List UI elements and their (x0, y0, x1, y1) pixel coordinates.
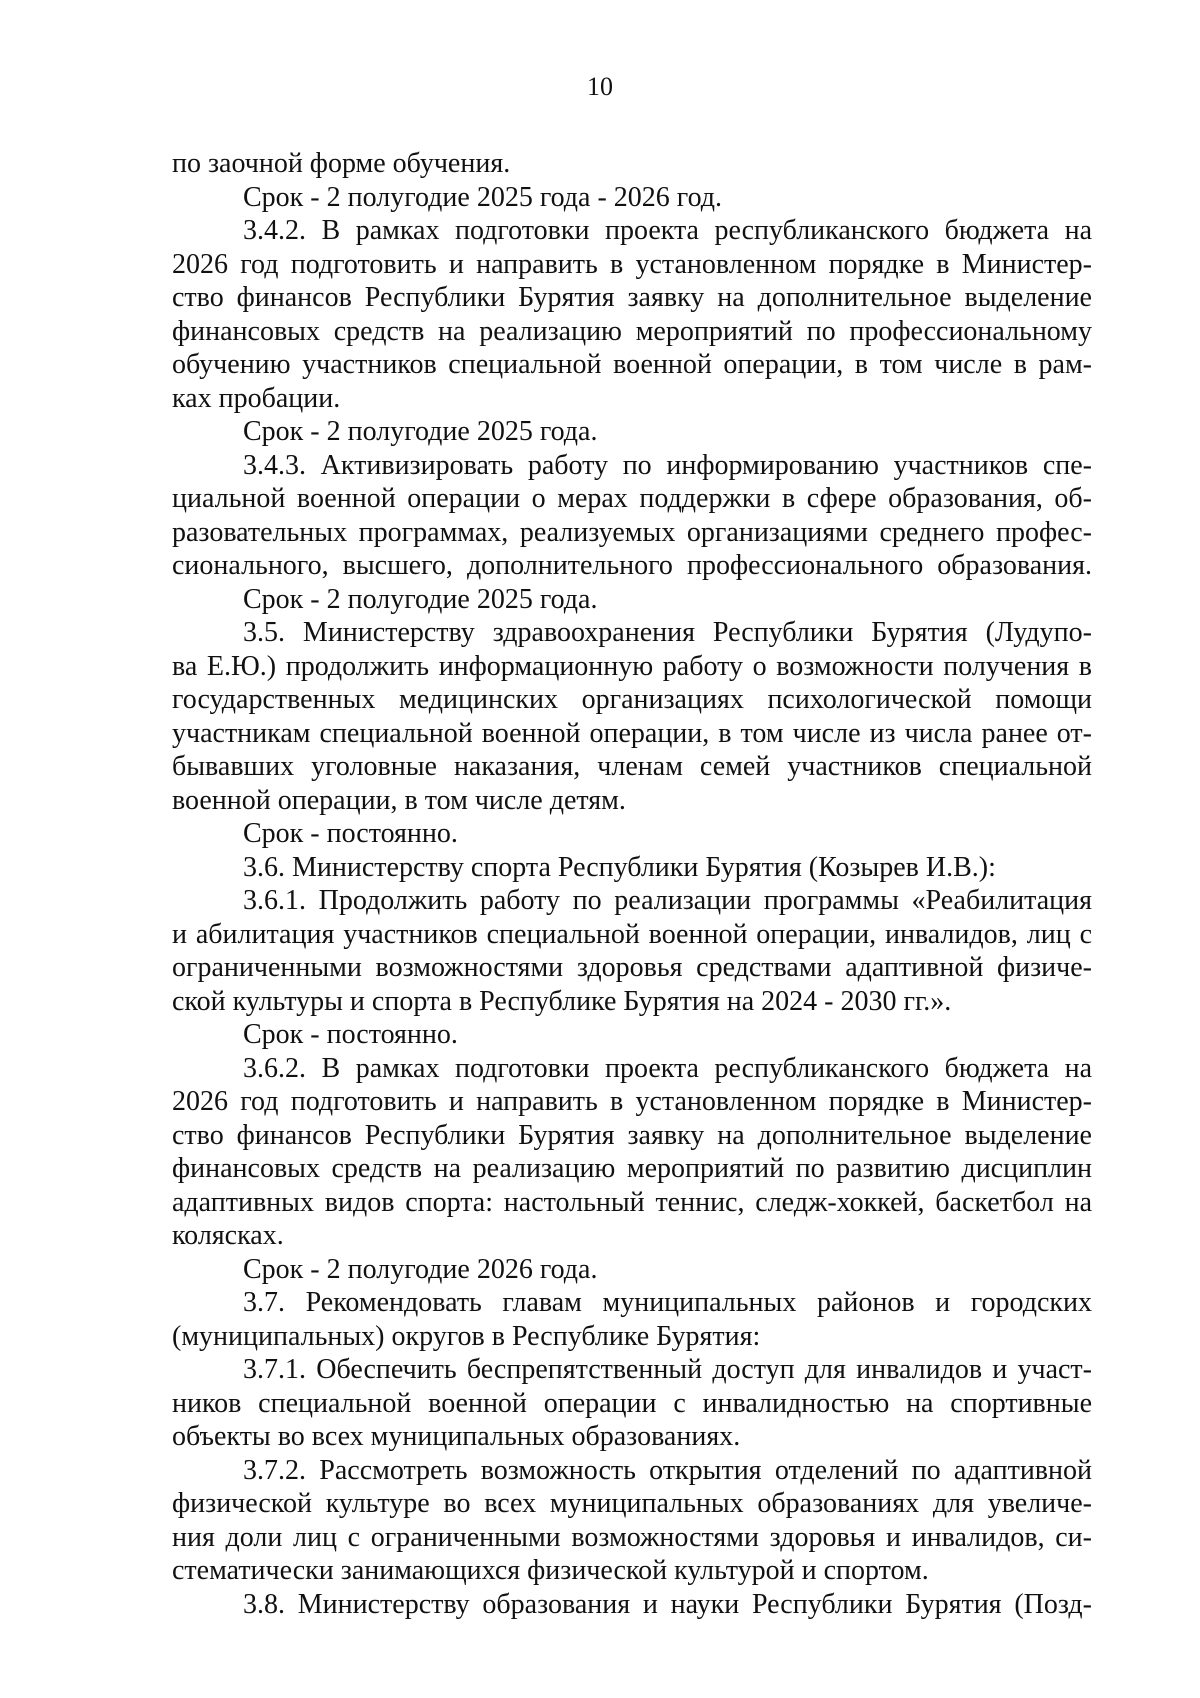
text-line: разовательных программах, реализуемых организациями среднего профес- (172, 516, 1092, 548)
text-line: ограниченными возможностями здоровья средствами адаптивной физиче- (172, 952, 1092, 983)
text-line: бывавших уголовные наказания, членам семей участников специальной (172, 751, 1092, 782)
text-line: ской культуры и спорта в Республике Бурятия на 2024 - 2030 гг.». (172, 985, 952, 1017)
text-line: по заочной форме обучения. (172, 148, 511, 179)
text-line: финансовых средств на реализацию мероприятий по развитию дисциплин (172, 1153, 1092, 1184)
text-line: ва Е.Ю.) продолжить информационную работу о возможности получения в (172, 650, 1092, 682)
text-line: Срок - постоянно. (243, 1019, 458, 1050)
text-line: Срок - постоянно. (243, 818, 458, 849)
text-line: ство финансов Республики Бурятия заявку на дополнительное выделение (172, 282, 1092, 313)
text-line: ния доли лиц с ограниченными возможностями здоровья и инвалидов, си- (172, 1521, 1092, 1553)
text-line: 3.4.2. В рамках подготовки проекта республиканского бюджета на (243, 215, 1092, 246)
text-line: адаптивных видов спорта: настольный теннис, следж-хоккей, баскетбол на (172, 1186, 1092, 1218)
text-line: Срок - 2 полугодие 2025 года. (243, 583, 598, 615)
text-line: сионального, высшего, дополнительного профессионального образования. (172, 550, 1092, 581)
text-line: финансовых средств на реализацию мероприятий по профессиональному (172, 315, 1092, 347)
text-line: ников специальной военной операции с инвалидностью на спортивные (172, 1387, 1092, 1419)
text-line: обучению участников специальной военной операции, в том числе в рам- (172, 349, 1092, 380)
text-line: 3.7.1. Обеспечить беспрепятственный доступ для инвалидов и участ- (243, 1354, 1092, 1385)
text-line: объекты во всех муниципальных образованиях. (172, 1421, 741, 1452)
page-number: 10 (587, 72, 613, 101)
text-line: 3.4.3. Активизировать работу по информированию участников спе- (243, 449, 1092, 481)
text-line: Срок - 2 полугодие 2026 года. (243, 1253, 598, 1285)
text-line: 2026 год подготовить и направить в установленном порядке в Министер- (172, 248, 1092, 280)
text-line: колясках. (172, 1220, 284, 1251)
text-line: 3.6. Министерству спорта Республики Бурятия (Козырев И.В.): (243, 851, 996, 883)
text-line: участникам специальной военной операции, в том числе из числа ранее от- (172, 717, 1092, 749)
text-line: физической культуре во всех муниципальных образованиях для увеличе- (172, 1488, 1092, 1519)
text-line: государственных медицинских организациях психологической помощи (172, 684, 1092, 715)
text-line: 3.8. Министерству образования и науки Республики Бурятия (Позд- (243, 1588, 1092, 1620)
text-line: (муниципальных) округов в Республике Бурятия: (172, 1320, 761, 1352)
text-line: циальной военной операции о мерах поддержки в сфере образования, об- (172, 483, 1092, 514)
text-line: ках пробации. (172, 382, 341, 414)
text-line: 3.6.2. В рамках подготовки проекта республиканского бюджета на (243, 1052, 1092, 1084)
text-line: 2026 год подготовить и направить в установленном порядке в Министер- (172, 1086, 1092, 1117)
text-line: военной операции, в том числе детям. (172, 784, 626, 816)
document-body (172, 147, 1092, 1621)
text-line: ство финансов Республики Бурятия заявку на дополнительное выделение (172, 1119, 1092, 1151)
text-line: Срок - 2 полугодие 2025 года - 2026 год. (243, 181, 723, 213)
text-line: 3.6.1. Продолжить работу по реализации программы «Реабилитация (243, 885, 1092, 916)
text-line: стематически занимающихся физической культурой и спортом. (172, 1555, 929, 1586)
text-line: 3.7.2. Рассмотреть возможность открытия отделений по адаптивной (243, 1454, 1092, 1486)
text-line: 3.7. Рекомендовать главам муниципальных районов и городских (243, 1287, 1092, 1318)
text-line: Срок - 2 полугодие 2025 года. (243, 416, 598, 447)
text-line: 3.5. Министерству здравоохранения Республики Бурятия (Лудупо- (243, 617, 1092, 648)
text-line: и абилитация участников специальной военной операции, инвалидов, лиц с (172, 918, 1092, 950)
